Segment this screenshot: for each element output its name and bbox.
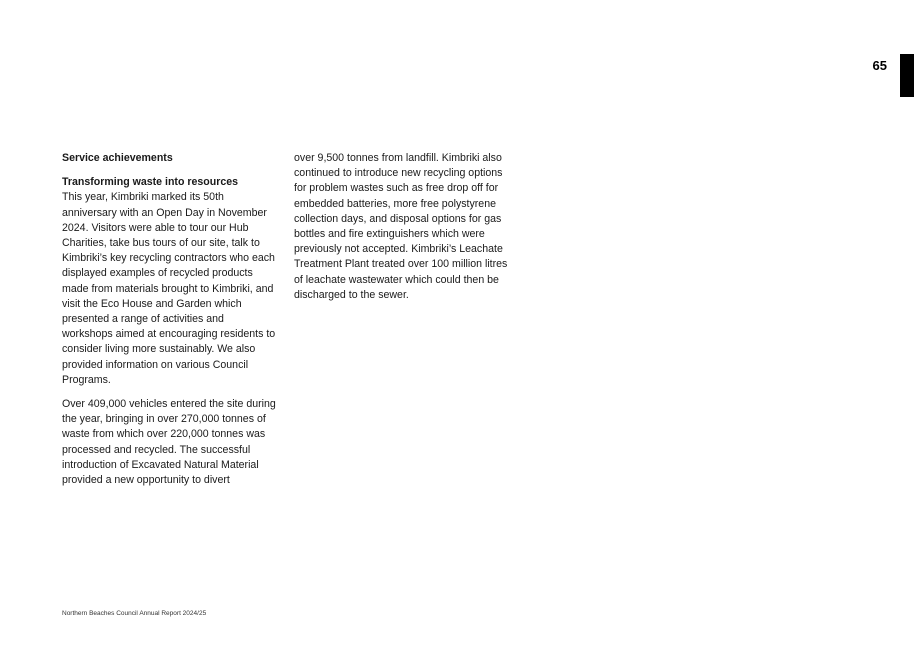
body-paragraph: over 9,500 tonnes from landfill. Kimbriki also continued to introduce new recycling options for problem wastes such as free drop off for embedded batteries, more free polystyrene collection days, and disposal options for gas bottles and fire extinguishers which were previously not accepted. Kimbriki’s Leachate Treatment Plant treated over 100 million litres of leachate wastewater which could then be discharged to the sewer. <box>294 152 508 301</box>
page-footer: Northern Beaches Council Annual Report 2024/25 <box>62 610 207 617</box>
page-edge-tab <box>900 54 914 97</box>
subheading: Transforming waste into resources <box>62 176 239 189</box>
body-paragraph: Over 409,000 vehicles entered the site during the year, bringing in over 270,000 tonnes of waste from which over 220,000 tonnes was processed and recycled. The successful introduction of Excavated Natural Material provided a new opportunity to divert <box>62 398 276 487</box>
right-text-column <box>294 151 510 303</box>
section-heading: Service achievements <box>62 152 173 164</box>
body-paragraph: This year, Kimbriki marked its 50th anniversary with an Open Day in November 2024. Visitors were able to tour our Hub Charities, take bus tours of our site, talk to Kimbriki’s key recycling contractors who each displayed examples of recycled products made from materials brought to Kimbriki, and visit the Eco House and Garden which presented a range of activities and workshops aimed at encouraging residents to consider living more sustainably. We also provided information on various Council Programs. <box>62 191 276 386</box>
left-text-column <box>62 151 276 488</box>
page-number: 65 <box>872 58 887 73</box>
